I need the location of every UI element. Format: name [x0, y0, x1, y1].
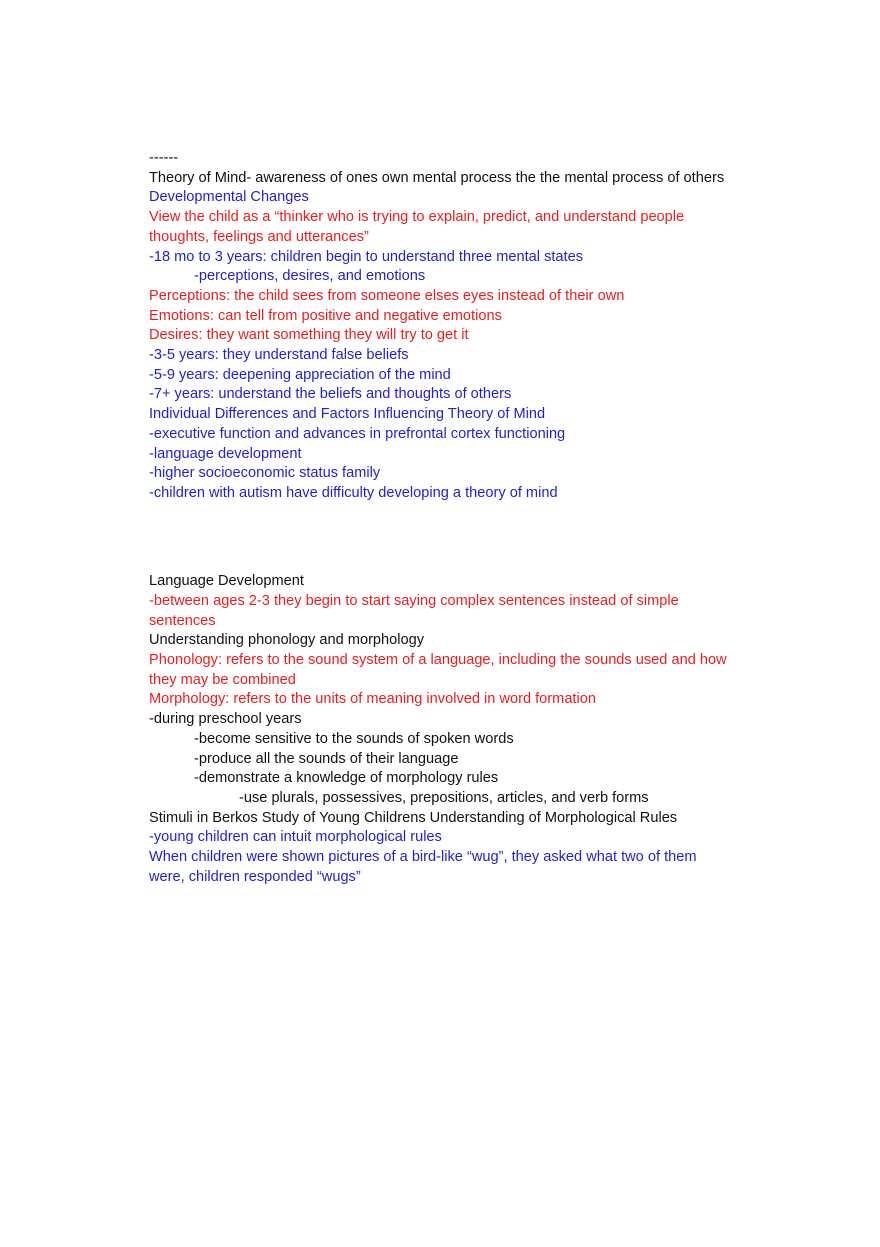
note-line: -become sensitive to the sounds of spoken words	[194, 730, 514, 747]
note-line: Perceptions: the child sees from someone elses eyes instead of their own	[149, 287, 625, 304]
note-line: Understanding phonology and morphology	[149, 632, 425, 649]
note-line: ------	[149, 150, 179, 166]
note-line: -7+ years: understand the beliefs and thoughts of others	[149, 386, 512, 403]
note-line: Theory of Mind- awareness of ones own mental process the the mental process of others	[149, 169, 725, 186]
note-line: Morphology: refers to the units of meaning involved in word formation	[149, 691, 596, 708]
document-page	[149, 149, 734, 887]
note-line: -children with autism have difficulty developing a theory of mind	[149, 484, 558, 501]
note-line: View the child as a “thinker who is trying to explain, predict, and understand people thoughts, feelings and utterances”	[149, 209, 685, 245]
note-line: -higher socioeconomic status family	[149, 465, 381, 482]
note-line: Individual Differences and Factors Influencing Theory of Mind	[149, 406, 546, 423]
note-line: -demonstrate a knowledge of morphology rules	[194, 770, 499, 787]
note-line: -5-9 years: deepening appreciation of the mind	[149, 366, 451, 383]
note-line: Phonology: refers to the sound system of a language, including the sounds used and how they may be combined	[149, 652, 727, 688]
note-line: When children were shown pictures of a bird-like “wug”, they asked what two of them were, children responded “wugs”	[149, 849, 697, 885]
note-line: Language Development	[149, 573, 304, 590]
note-line: Developmental Changes	[149, 189, 309, 206]
note-line: Desires: they want something they will try to get it	[149, 327, 469, 344]
note-line: Stimuli in Berkos Study of Young Childrens Understanding of Morphological Rules	[149, 809, 678, 826]
note-line: -produce all the sounds of their language	[194, 750, 459, 767]
note-line: -young children can intuit morphological rules	[149, 829, 442, 846]
note-line: -perceptions, desires, and emotions	[194, 268, 426, 285]
note-line: -3-5 years: they understand false beliefs	[149, 347, 409, 364]
note-line: -language development	[149, 445, 302, 462]
note-line: -during preschool years	[149, 711, 302, 728]
note-line: -18 mo to 3 years: children begin to understand three mental states	[149, 248, 584, 265]
note-line: -use plurals, possessives, prepositions, articles, and verb forms	[239, 789, 649, 806]
note-line: Emotions: can tell from positive and negative emotions	[149, 307, 502, 324]
note-line: -executive function and advances in prefrontal cortex functioning	[149, 425, 566, 442]
note-line: -between ages 2-3 they begin to start saying complex sentences instead of simple sentences	[149, 592, 679, 629]
section-gap	[149, 518, 734, 557]
